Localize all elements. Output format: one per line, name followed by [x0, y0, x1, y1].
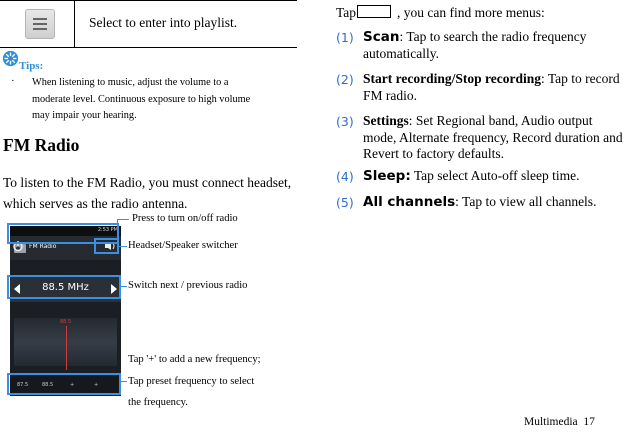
section-intro: To listen to the FM Radio, you must connect headset, which serves as the radio antenna.	[3, 175, 292, 211]
item-3-name: Settings	[363, 113, 409, 128]
item-4	[363, 168, 623, 185]
phone-toolbar-title: FM Radio	[29, 243, 57, 250]
preset-callout-text-1: Tap preset frequency to select	[128, 376, 255, 387]
tips-icon	[2, 50, 19, 67]
section-heading: FM Radio	[3, 135, 80, 155]
item-2	[363, 71, 623, 104]
tips-bullet: ·	[11, 75, 15, 87]
item-2-number: (2)	[336, 72, 354, 87]
switch-callout-text: Switch next / previous radio	[128, 280, 248, 291]
switch-callout-frame	[7, 275, 121, 299]
item-3-desc: : Set Regional band, Audio output mode, Alternate frequency, Record duration and Revert to factory defaults.	[363, 113, 623, 161]
item-5-number: (5)	[336, 195, 354, 210]
tips-label: Tips:	[19, 60, 44, 72]
preset-callout-text-2: the frequency.	[128, 397, 188, 408]
table-bottom-border	[0, 47, 297, 48]
page-footer: Multimedia 17	[524, 416, 595, 428]
tap-word: Tap	[336, 5, 357, 20]
preset-1[interactable]: 87.5	[17, 382, 29, 388]
item-5	[363, 194, 623, 211]
current-frequency: 88.5 MHz	[42, 282, 89, 293]
item-1-number: (1)	[336, 30, 354, 45]
item-4-number: (4)	[336, 169, 354, 184]
table-cell-divider	[74, 0, 75, 47]
tap-suffix: , you can find more menus:	[397, 5, 545, 20]
preset-add-2[interactable]: +	[94, 382, 99, 388]
item-3	[363, 113, 623, 163]
headset-callout-text: Headset/Speaker switcher	[128, 240, 238, 251]
menu-intro	[336, 5, 545, 21]
item-5-name: All channels	[363, 194, 456, 210]
item-2-name: Start recording/Stop recording	[363, 71, 541, 86]
item-3-number: (3)	[336, 114, 354, 129]
preset-add-1[interactable]: +	[70, 382, 75, 388]
dial-needle	[66, 326, 67, 370]
power-callout-text: Press to turn on/off radio	[132, 213, 238, 224]
item-1	[363, 29, 623, 62]
item-2-desc: : Tap to record FM radio.	[363, 71, 620, 103]
power-callout-line-top	[117, 219, 129, 220]
headset-callout-frame	[94, 238, 119, 254]
preset-2[interactable]: 88.5	[42, 382, 54, 388]
preset-callout-line	[121, 381, 127, 382]
item-4-name: Sleep:	[363, 168, 411, 184]
item-1-name: Scan	[363, 29, 400, 45]
playlist-description: Select to enter into playlist.	[89, 15, 238, 30]
playlist-menu-icon	[25, 9, 55, 39]
item-1-desc: : Tap to search the radio frequency automatically.	[363, 29, 587, 61]
item-4-desc: Tap select Auto-off sleep time.	[410, 168, 580, 183]
switch-callout-line	[121, 286, 127, 287]
phone-status-time: 2:53 PM	[97, 227, 118, 233]
menu-key-icon	[357, 5, 391, 18]
preset-callout-frame	[7, 373, 121, 395]
table-top-border	[0, 0, 297, 1]
item-5-desc: : Tap to view all channels.	[455, 194, 597, 209]
tips-text: When listening to music, adjust the volume to a moderate level. Continuous exposure to high volume may impair your hearing.	[32, 77, 251, 121]
headset-callout-line	[119, 246, 127, 247]
dial-marker-label: 88.5	[60, 319, 72, 325]
add-callout-text: Tap '+' to add a new frequency;	[128, 354, 261, 365]
